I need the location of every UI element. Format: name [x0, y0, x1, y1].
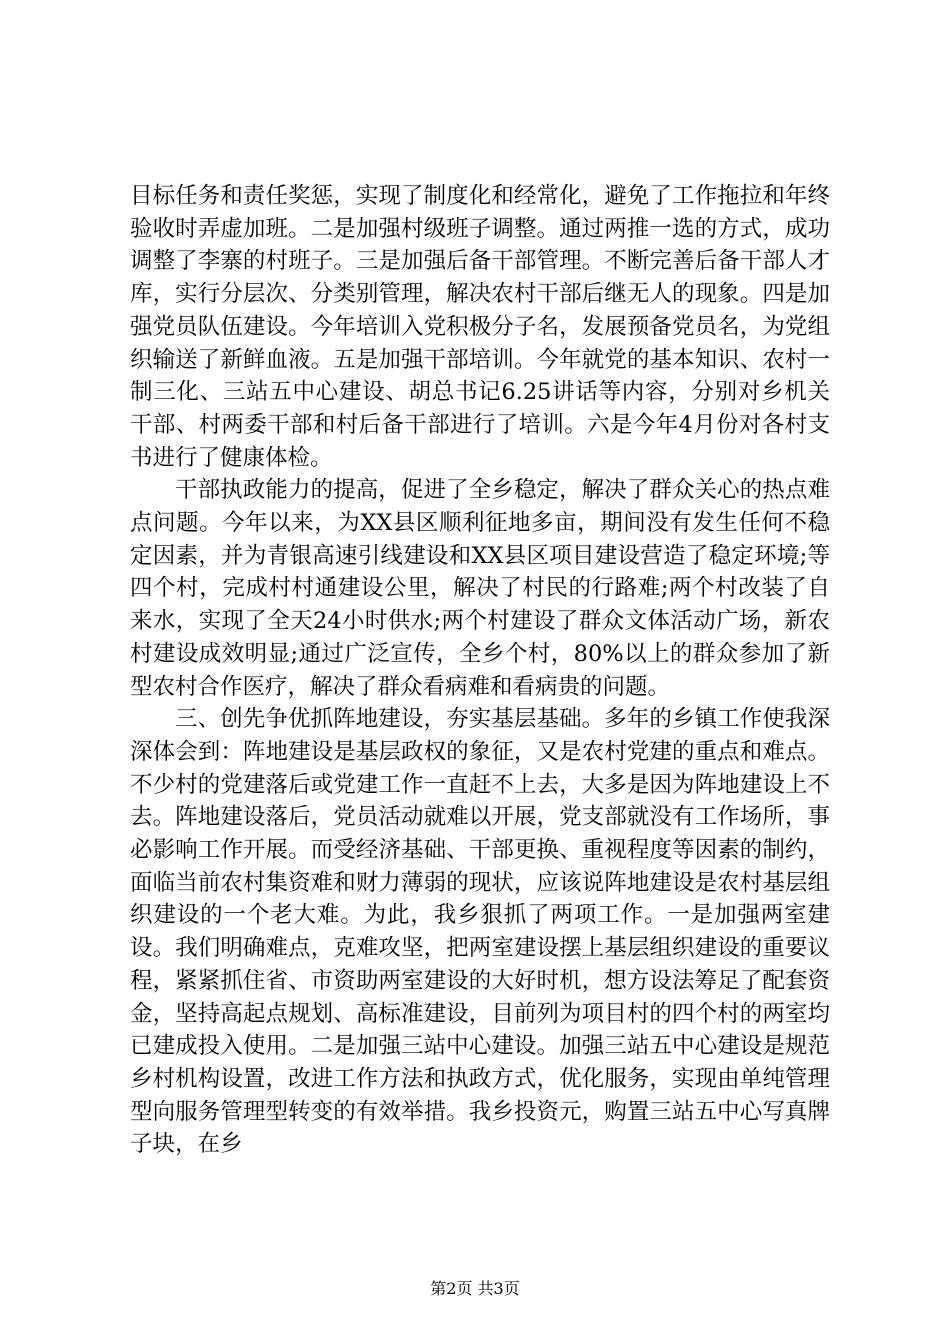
- paragraph-2: 干部执政能力的提高，促进了全乡稳定，解决了群众关心的热点难点问题。今年以来，为XX县区顺利征地多亩，期间没有发生任何不稳定因素，并为青银高速引线建设和XX县区项目建设营造了稳定环境;等四个村，完成村村通建设公里，解决了村民的行路难;两个村改装了自来水，实现了全天24小时供水;两个村建设了群众文体活动广场，新农村建设成效明显;通过广泛宣传，全乡个村，80%以上的群众参加了新型农村合作医疗，解决了群众看病难和看病贵的问题。: [130, 477, 830, 700]
- paragraph-1: 目标任务和责任奖惩，实现了制度化和经常化，避免了工作拖拉和年终验收时弄虚加班。二是加强村级班子调整。通过两推一选的方式，成功调整了李寨的村班子。三是加强后备干部管理。不断完善后备干部人才库，实行分层次、分类别管理，解决农村干部后继无人的现象。四是加强党员队伍建设。今年培训入党积极分子名，发展预备党员名，为党组织输送了新鲜血液。五是加强干部培训。今年就党的基本知识、农村一制三化、三站五中心建设、胡总书记6.25讲话等内容，分别对乡机关干部、村两委干部和村后备干部进行了培训。六是今年4月份对各村支书进行了健康体检。: [130, 183, 830, 471]
- document-body: [130, 180, 830, 1161]
- paragraph-3: 三、创先争优抓阵地建设，夯实基层基础。多年的乡镇工作使我深深体会到：阵地建设是基层政权的象征，又是农村党建的重点和难点。不少村的党建落后或党建工作一直赶不上去，大多是因为阵地建设上不去。阵地建设落后，党员活动就难以开展，党支部就没有工作场所，事必影响工作开展。而受经济基础、干部更换、重视程度等因素的制约，面临当前农村集资难和财力薄弱的现状，应该说阵地建设是农村基层组织建设的一个老大难。为此，我乡狠抓了两项工作。一是加强两室建设。我们明确难点，克难攻坚，把两室建设摆上基层组织建设的重要议程，紧紧抓住省、市资助两室建设的大好时机，想方设法筹足了配套资金，坚持高起点规划、高标准建设，目前列为项目村的四个村的两室均已建成投入使用。二是加强三站中心建设。加强三站五中心建设是规范乡村机构设置，改进工作方法和执政方式，优化服务，实现由单纯管理型向服务管理型转变的有效举措。我乡投资元，购置三站五中心写真牌子块，在乡: [130, 706, 830, 1158]
- page-footer: 第2页 共3页: [430, 1279, 520, 1298]
